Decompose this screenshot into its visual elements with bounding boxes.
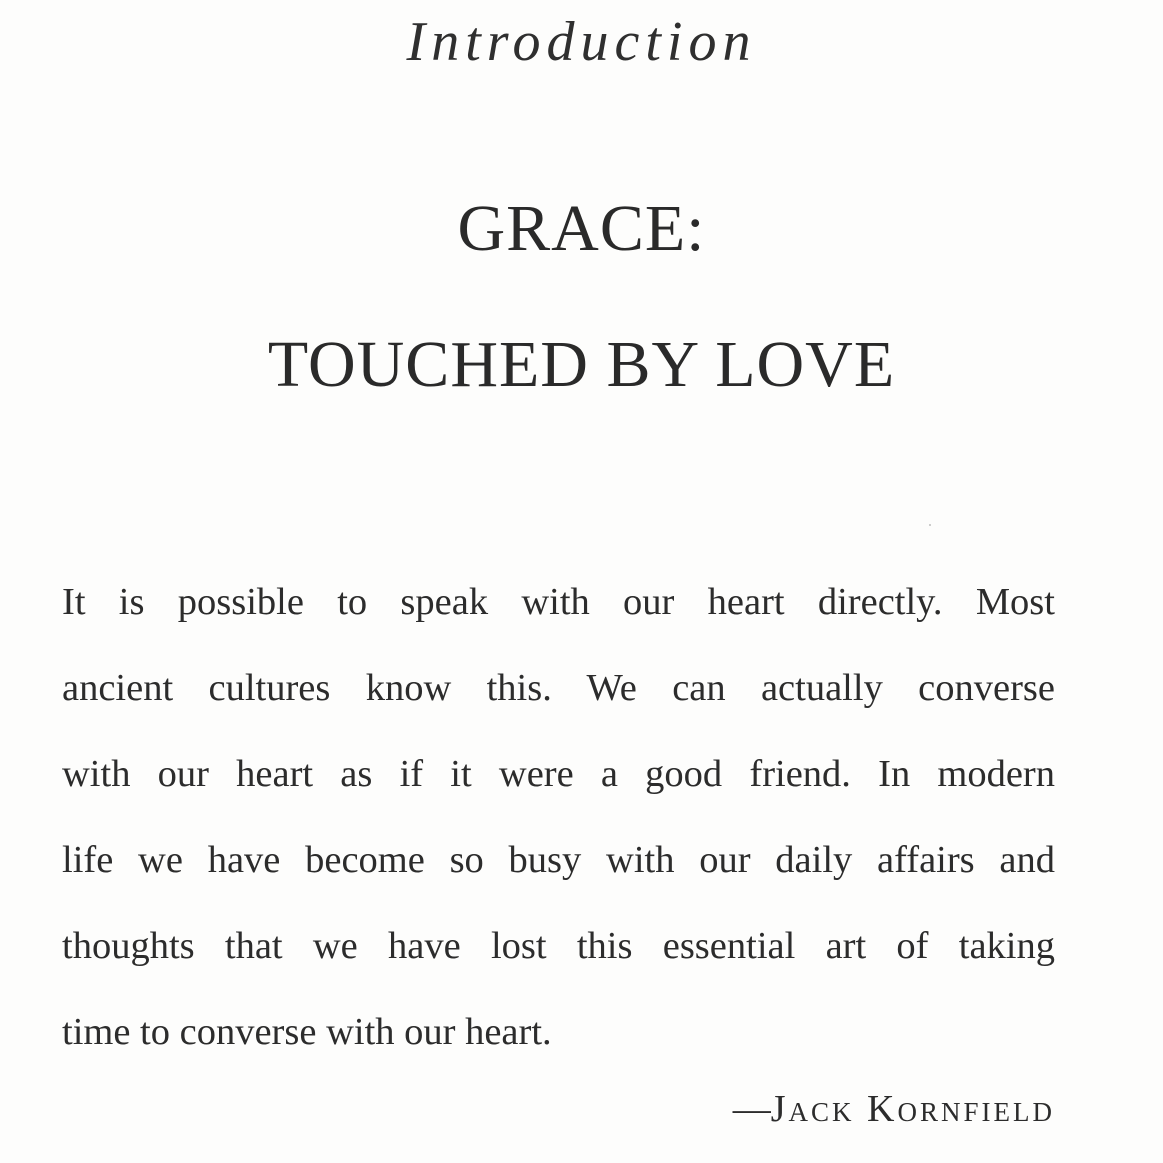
epigraph-line: time to converse with our heart. [62,1011,552,1053]
print-speck [929,524,931,526]
chapter-title-line-1: GRACE: [457,192,706,265]
epigraph-line: ancient cultures know this. We can actually converse [62,667,1055,709]
epigraph-body [62,570,1055,1086]
attribution [733,1090,1055,1128]
epigraph-line: with our heart as if it were a good friend. In modern [62,753,1055,795]
attribution-dash: — [732,1088,771,1130]
epigraph-line: It is possible to speak with our heart directly. Most [62,581,1055,623]
section-label: Introduction [406,11,757,73]
epigraph-line: thoughts that we have lost this essential art of taking [62,925,1055,967]
attribution-author: Jack Kornfield [770,1088,1055,1130]
epigraph-line: life we have become so busy with our daily affairs and [62,839,1055,881]
chapter-title-line-2: TOUCHED BY LOVE [267,328,896,401]
